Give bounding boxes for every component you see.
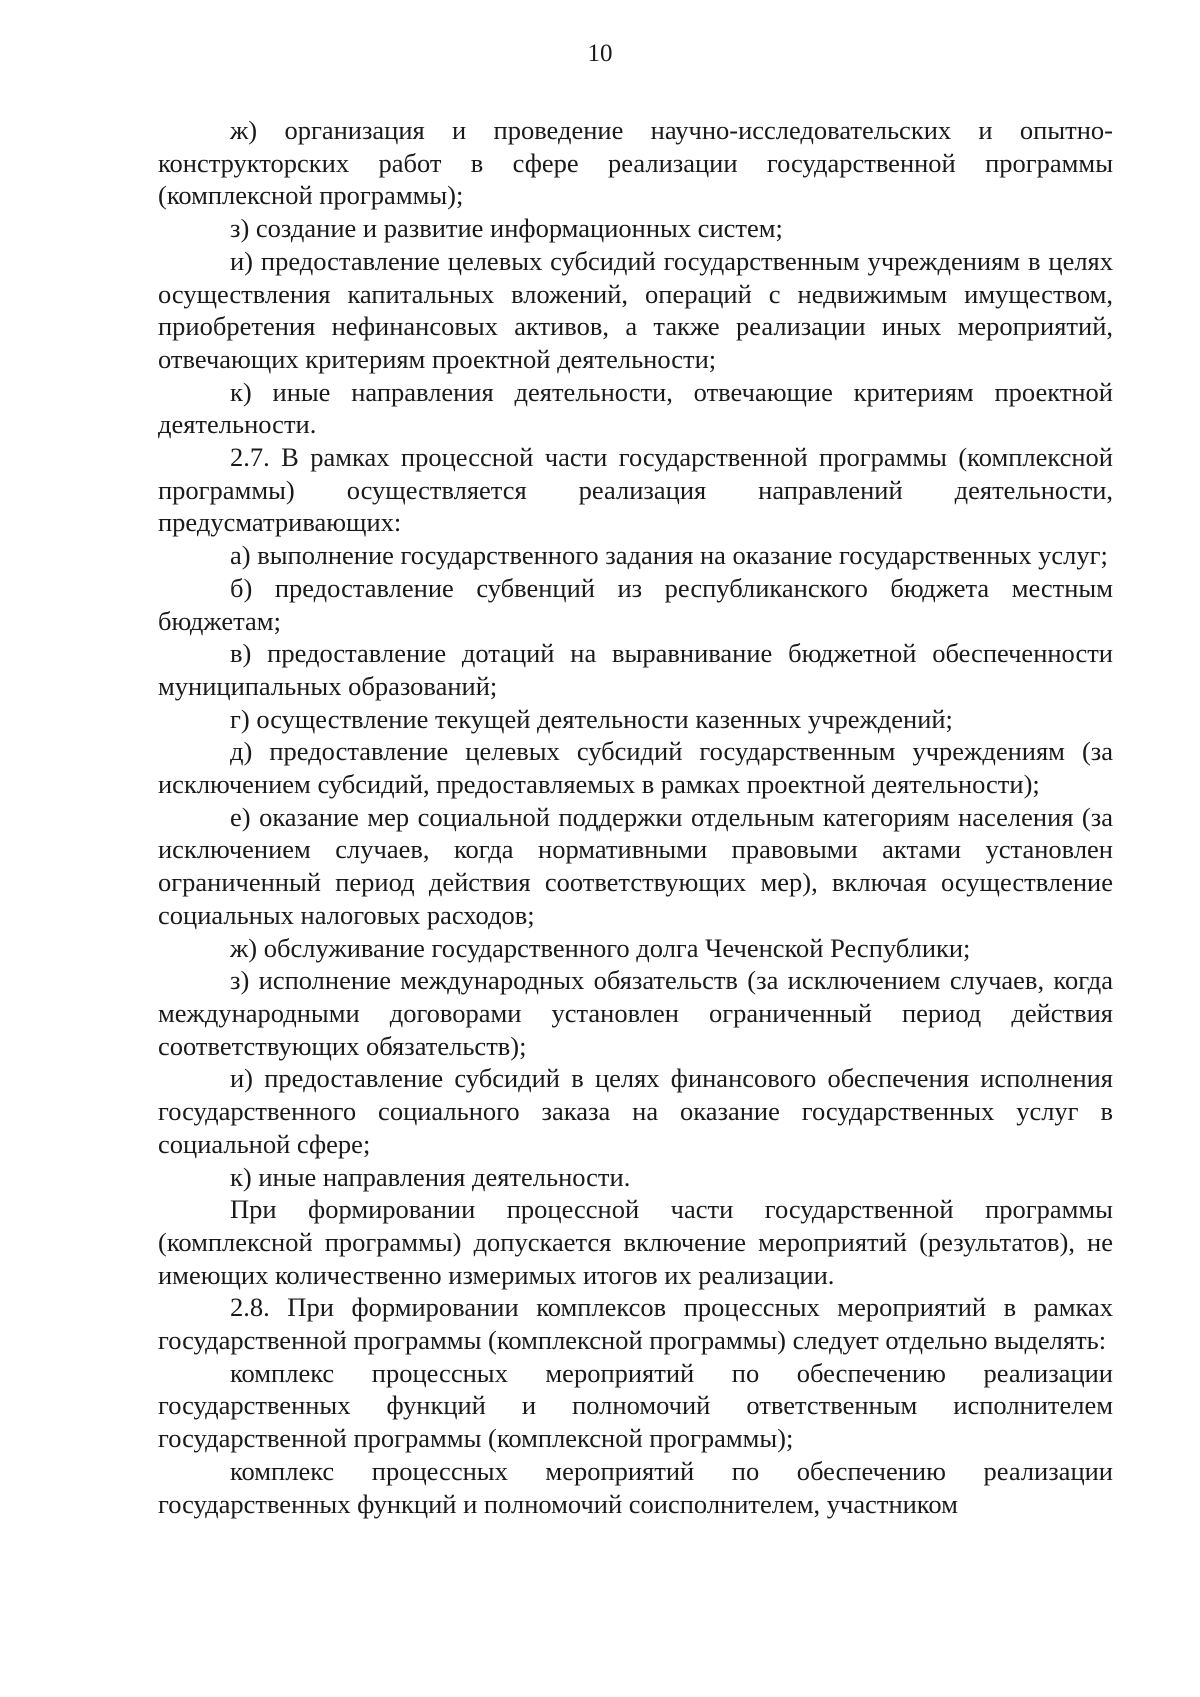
paragraph-item-a: а) выполнение государственного задания на оказание государственных услуг; (230, 540, 1108, 571)
paragraph-item-z: з) создание и развитие информационных систем; (230, 213, 783, 244)
paragraph-item-e: е) оказание мер социальной поддержки отдельным категориям населения (за исключением случаев, когда нормативными правовыми актами установлен ограниченный период действия соответствующих мер), включая осуществление социальных налоговых расходов; (158, 801, 1113, 930)
paragraph-item-zh-2: ж) обслуживание государственного долга Чеченской Республики; (230, 932, 971, 963)
paragraph-item-b: б) предоставление субвенций из республиканского бюджета местным бюджетам; (158, 572, 1113, 636)
paragraph-item-i-2: и) предоставление субсидий в целях финансового обеспечения исполнения государственного социального заказа на оказание государственных услуг в социальной сфере; (158, 1063, 1113, 1159)
paragraph-section-2-8: 2.8. При формировании комплексов процессных мероприятий в рамках государственной программы (комплексной программы) следует отдельно выделять: (158, 1292, 1113, 1356)
paragraph-item-i: и) предоставление целевых субсидий государственным учреждениям в целях осуществления капитальных вложений, операций с недвижимым имуществом, приобретения нефинансовых активов, а также реализации иных мероприятий, отвечающих критериям проектной деятельности; (158, 245, 1113, 374)
document-body (158, 114, 1113, 1520)
paragraph-item-k-2: к) иные направления деятельности. (230, 1161, 631, 1192)
paragraph-item-zh: ж) организация и проведение научно-исследовательских и опытно-конструкторских работ в сфере реализации государственной программы (комплексной программы); (158, 115, 1113, 211)
paragraph-item-g: г) осуществление текущей деятельности казенных учреждений; (230, 703, 953, 734)
paragraph-section-2-7: 2.7. В рамках процессной части государственной программы (комплексной программы) осуществляется реализация направлений деятельности, предусматривающих: (158, 442, 1113, 538)
page-number: 10 (587, 40, 613, 67)
paragraph-item-z-2: з) исполнение международных обязательств (за исключением случаев, когда международными договорами установлен ограниченный период действия соответствующих обязательств); (158, 965, 1113, 1061)
paragraph-item-v: в) предоставление дотаций на выравнивание бюджетной обеспеченности муниципальных образований; (158, 638, 1113, 701)
paragraph-complex-1: комплекс процессных мероприятий по обеспечению реализации государственных функций и полномочий ответственным исполнителем государственной программы (комплексной программы); (158, 1357, 1113, 1454)
paragraph-note: При формировании процессной части государственной программы (комплексной программы) допускается включение мероприятий (результатов), не имеющих количественно измеримых итогов их реализации. (158, 1194, 1113, 1290)
paragraph-item-d: д) предоставление целевых субсидий государственным учреждениям (за исключением субсидий, предоставляемых в рамках проектной деятельности); (158, 736, 1113, 800)
paragraph-item-k: к) иные направления деятельности, отвечающие критериям проектной деятельности. (158, 376, 1113, 440)
paragraph-complex-2: комплекс процессных мероприятий по обеспечению реализации государственных функций и полномочий соисполнителем, участником (158, 1455, 1113, 1519)
